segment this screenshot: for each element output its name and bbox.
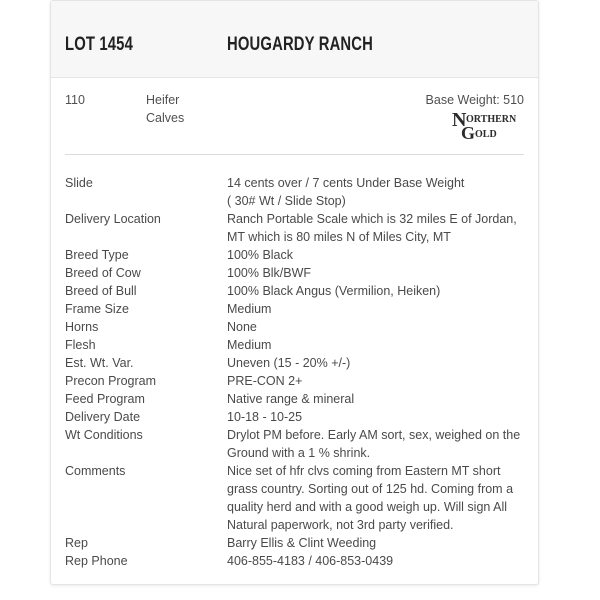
svg-text:ORTHERN: ORTHERN	[466, 114, 517, 125]
detail-label: Flesh	[65, 338, 96, 352]
svg-text:G: G	[461, 123, 476, 140]
svg-text:N: N	[452, 110, 467, 131]
detail-value: 100% Black	[227, 248, 294, 262]
detail-value: Barry Ellis & Clint Weeding	[227, 536, 377, 550]
detail-value: Medium	[227, 338, 272, 352]
detail-row	[65, 534, 525, 552]
detail-label: Wt Conditions	[65, 428, 143, 442]
animal-sex: Heifer	[146, 93, 180, 107]
detail-label: Precon Program	[65, 374, 157, 388]
detail-label: Est. Wt. Var.	[65, 356, 134, 370]
svg-text:OLD: OLD	[475, 129, 497, 140]
head-count: 110	[65, 93, 85, 107]
lot-details	[65, 174, 525, 570]
detail-value: 100% Blk/BWF	[227, 266, 312, 280]
detail-value: 100% Black Angus (Vermilion, Heiken)	[227, 284, 441, 298]
lot-header	[51, 1, 538, 78]
detail-value: Nice set of hfr clvs coming from Eastern MT short grass country. Sorting out of 125 hd. Coming from a quality herd and with a good weigh up. Will sign All Natural paperwork, not 3rd party verified.	[227, 464, 514, 532]
detail-row	[65, 210, 525, 246]
detail-value: Ranch Portable Scale which is 32 miles E of Jordan, MT which is 80 miles N of Miles City, MT	[227, 212, 517, 244]
northern-gold-logo	[451, 110, 526, 140]
detail-row	[65, 318, 525, 336]
detail-label: Comments	[65, 464, 126, 478]
detail-value: Medium	[227, 302, 272, 316]
animal-description: Calves	[146, 111, 185, 125]
detail-label: Horns	[65, 320, 99, 334]
detail-row	[65, 462, 525, 534]
detail-row	[65, 246, 525, 264]
detail-label: Slide	[65, 176, 93, 190]
lot-summary	[51, 78, 538, 154]
detail-row	[65, 390, 525, 408]
detail-label: Breed of Bull	[65, 284, 137, 298]
detail-row	[65, 264, 525, 282]
detail-value: Drylot PM before. Early AM sort, sex, weighed on the Ground with a 1 % shrink.	[227, 428, 521, 460]
detail-row	[65, 552, 525, 570]
detail-label: Delivery Date	[65, 410, 141, 424]
detail-value: PRE-CON 2+	[227, 374, 303, 388]
detail-label: Rep	[65, 536, 88, 550]
detail-row	[65, 174, 525, 210]
detail-label: Frame Size	[65, 302, 129, 316]
detail-label: Delivery Location	[65, 212, 161, 226]
detail-value: 14 cents over / 7 cents Under Base Weight ( 30# Wt / Slide Stop)	[227, 176, 465, 208]
detail-label: Breed Type	[65, 248, 129, 262]
detail-value: Native range & mineral	[227, 392, 355, 406]
lot-card	[50, 0, 539, 585]
detail-row	[65, 300, 525, 318]
detail-value: None	[227, 320, 257, 334]
detail-row	[65, 372, 525, 390]
detail-label: Rep Phone	[65, 554, 128, 568]
detail-value: Uneven (15 - 20% +/-)	[227, 356, 351, 370]
detail-row	[65, 354, 525, 372]
ranch-name: HOUGARDY RANCH	[227, 34, 374, 55]
lot-number: LOT 1454	[65, 34, 133, 55]
section-divider	[65, 154, 524, 155]
detail-label: Feed Program	[65, 392, 145, 406]
detail-label: Breed of Cow	[65, 266, 141, 280]
detail-row	[65, 408, 525, 426]
detail-value: 10-18 - 10-25	[227, 410, 303, 424]
base-weight: Base Weight: 510	[425, 93, 524, 107]
detail-row	[65, 282, 525, 300]
detail-row	[65, 336, 525, 354]
detail-row	[65, 426, 525, 462]
detail-value: 406-855-4183 / 406-853-0439	[227, 554, 394, 568]
